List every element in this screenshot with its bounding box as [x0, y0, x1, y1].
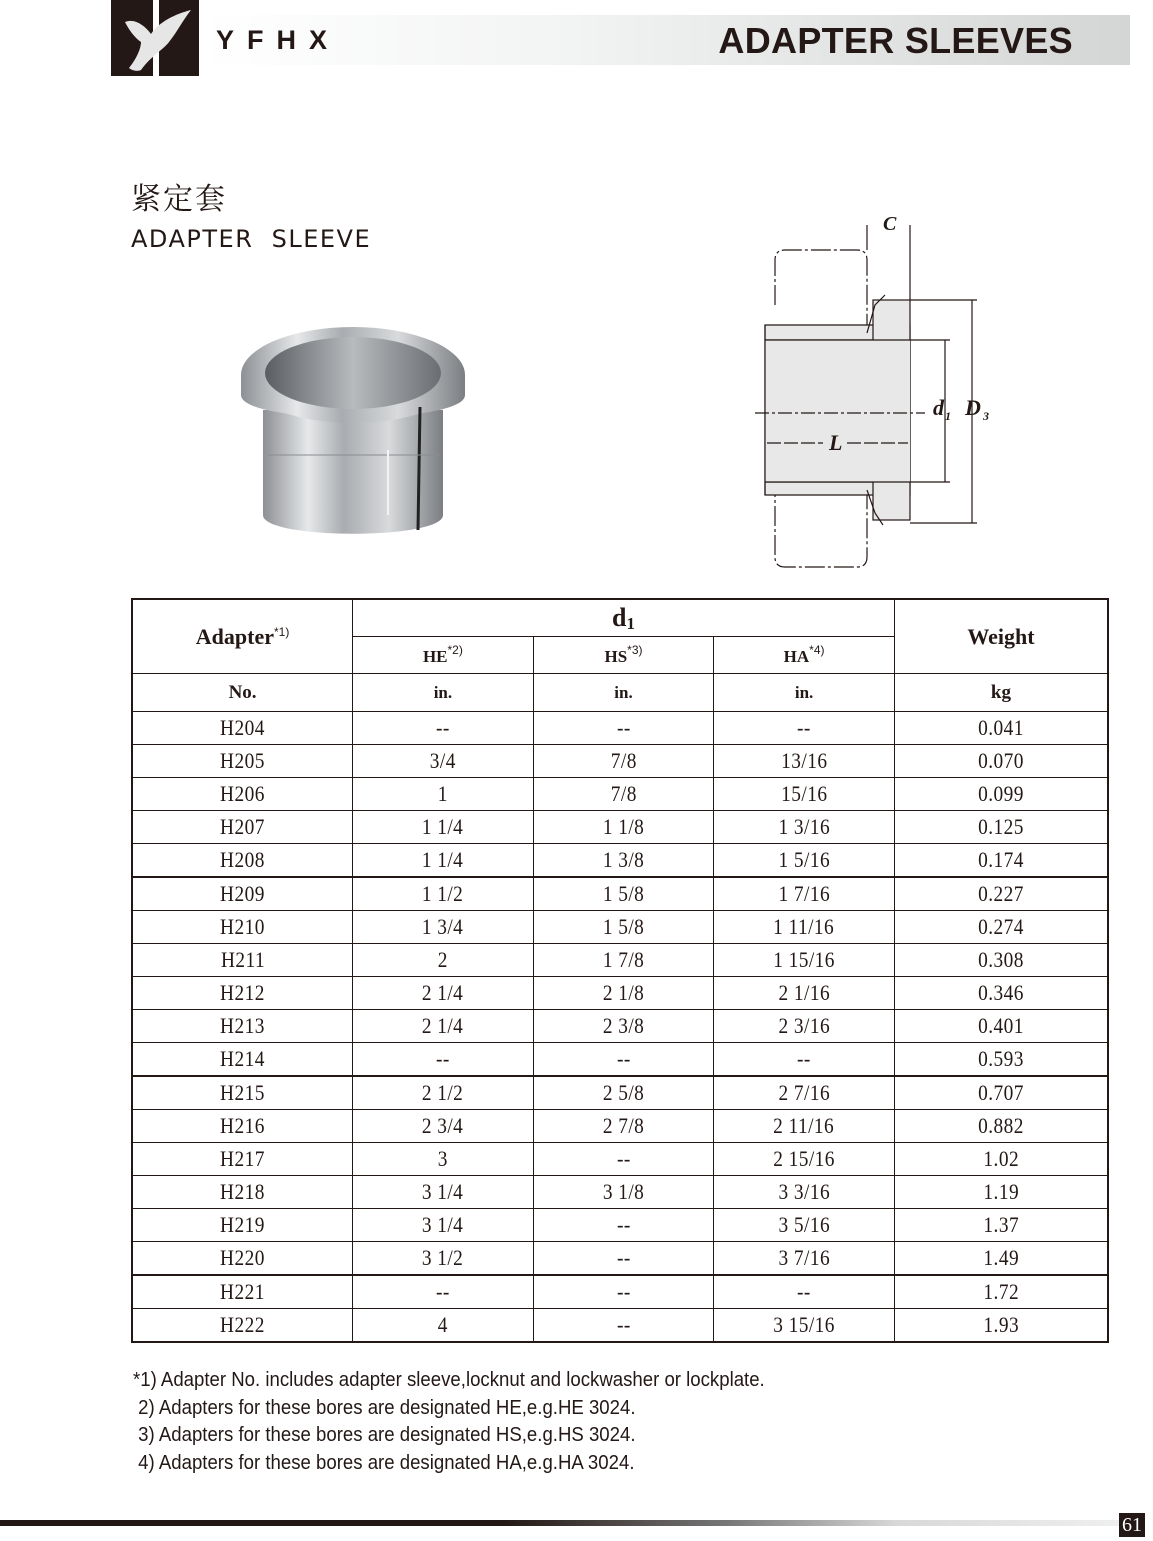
cell-he	[353, 844, 534, 878]
cell-weight-text: 0.070	[978, 748, 1024, 773]
cell-he-text: --	[436, 715, 450, 740]
cell-weight	[894, 1076, 1108, 1110]
cell-he	[353, 1242, 534, 1276]
cell-ha-text: 2 1/16	[778, 980, 830, 1005]
cell-he	[353, 745, 534, 778]
yfhx-logo	[111, 0, 199, 76]
cell-hs-text: 7/8	[610, 748, 637, 773]
cell-no	[132, 1309, 353, 1343]
cell-hs-text: 2 3/8	[602, 1013, 645, 1038]
cell-hs	[533, 745, 714, 778]
cell-ha-text: 3 7/16	[778, 1245, 830, 1270]
cell-no-text: H205	[220, 748, 265, 773]
cell-hs-text: --	[616, 1312, 631, 1337]
cell-weight-text: 0.174	[978, 847, 1024, 872]
cell-hs-text: --	[616, 715, 631, 740]
cell-ha	[714, 977, 895, 1010]
cell-he	[353, 1309, 534, 1343]
cell-he	[353, 877, 534, 911]
cell-ha	[714, 1143, 895, 1176]
brand-name: YFHX	[216, 25, 341, 55]
cell-hs-text: 1 7/8	[602, 947, 645, 972]
cell-no	[132, 712, 353, 745]
cell-no-text: H206	[220, 781, 265, 806]
cell-weight-text: 0.401	[978, 1013, 1024, 1038]
footnote-3: 3) Adapters for these bores are designated HS,e.g.HS 3024.	[133, 1424, 636, 1446]
header-weight: Weight	[894, 599, 1108, 674]
cell-hs	[533, 1076, 714, 1110]
cell-no	[132, 877, 353, 911]
cell-he-text: 3 1/4	[422, 1212, 464, 1237]
cell-hs-text: 1 3/8	[602, 847, 645, 872]
label-c: C	[883, 213, 897, 235]
cell-no	[132, 911, 353, 944]
cell-he	[353, 811, 534, 844]
table-row	[132, 1043, 1108, 1077]
cell-no	[132, 1242, 353, 1276]
cell-ha-text: 2 3/16	[778, 1013, 830, 1038]
cell-he-text: 2	[437, 947, 448, 972]
cell-ha	[714, 745, 895, 778]
cell-weight-text: 0.099	[978, 781, 1024, 806]
cell-he-text: 1 1/4	[422, 814, 464, 839]
cell-hs-text: 2 1/8	[602, 980, 645, 1005]
cell-no-text: H212	[220, 980, 265, 1005]
header-hs: HS$^{*3)}$	[533, 637, 714, 674]
footnote-2: 2) Adapters for these bores are designated HE,e.g.HE 3024.	[133, 1396, 636, 1419]
cell-no-text: H215	[220, 1080, 265, 1105]
cell-ha-text: --	[797, 1046, 811, 1071]
cell-he-text: 2 3/4	[422, 1113, 464, 1138]
cell-hs-text: --	[616, 1245, 631, 1270]
cell-no-text: H210	[220, 914, 265, 939]
cell-weight-text: 1.93	[983, 1312, 1019, 1337]
cell-no-text: H218	[220, 1179, 265, 1204]
cell-hs	[533, 1010, 714, 1043]
cell-weight-text: 0.308	[978, 947, 1024, 972]
cell-no-text: H213	[220, 1013, 265, 1038]
cell-ha-text: 3 5/16	[778, 1212, 830, 1237]
unit-weight: kg	[894, 674, 1108, 712]
cell-hs	[533, 712, 714, 745]
cell-ha	[714, 1209, 895, 1242]
cell-weight-text: 1.37	[983, 1212, 1019, 1237]
cell-weight-text: 0.041	[978, 715, 1024, 740]
cell-hs	[533, 778, 714, 811]
cell-he	[353, 712, 534, 745]
cell-hs-text: 3 1/8	[602, 1179, 645, 1204]
cell-he-text: 3 1/4	[422, 1179, 464, 1204]
cell-ha	[714, 1275, 895, 1309]
cell-ha	[714, 1010, 895, 1043]
cell-weight	[894, 977, 1108, 1010]
cell-ha-text: 1 15/16	[773, 947, 835, 972]
cell-weight	[894, 1143, 1108, 1176]
table-row	[132, 1176, 1108, 1209]
footnotes	[133, 1367, 812, 1477]
label-d1: d	[933, 395, 944, 420]
cell-weight	[894, 712, 1108, 745]
cell-no	[132, 778, 353, 811]
cell-weight	[894, 911, 1108, 944]
unit-hs: in.	[533, 674, 714, 712]
table-row	[132, 712, 1108, 745]
cell-weight	[894, 1309, 1108, 1343]
cell-he	[353, 1275, 534, 1309]
table-row	[132, 844, 1108, 878]
table-row	[132, 911, 1108, 944]
cell-no-text: H204	[220, 715, 265, 740]
table-row	[132, 877, 1108, 911]
footnote-1: *1) Adapter No. includes adapter sleeve,locknut and lockwasher or lockplate.	[133, 1369, 765, 1391]
cell-he	[353, 1209, 534, 1242]
cell-ha	[714, 778, 895, 811]
cell-he-text: 1 1/4	[422, 847, 464, 872]
table-row	[132, 1309, 1108, 1343]
cell-weight	[894, 844, 1108, 878]
header-no: No.	[132, 674, 353, 712]
cell-he-text: 2 1/4	[422, 980, 464, 1005]
unit-ha: in.	[714, 674, 895, 712]
cell-ha-text: 2 15/16	[773, 1146, 835, 1171]
cell-ha	[714, 944, 895, 977]
header-he: HE$^{*2)}$	[353, 637, 534, 674]
cell-hs	[533, 944, 714, 977]
cell-he-text: 1	[437, 781, 448, 806]
cell-weight-text: 0.882	[978, 1113, 1024, 1138]
cell-weight	[894, 1275, 1108, 1309]
cell-no-text: H209	[220, 881, 265, 906]
cell-weight-text: 1.49	[983, 1245, 1019, 1270]
table-row	[132, 1110, 1108, 1143]
cell-ha	[714, 1076, 895, 1110]
cell-no-text: H217	[220, 1146, 265, 1171]
cell-ha	[714, 844, 895, 878]
cell-hs	[533, 844, 714, 878]
spec-table	[131, 598, 1109, 1343]
cell-no	[132, 1143, 353, 1176]
cell-weight-text: 0.707	[978, 1080, 1024, 1105]
cell-hs-text: 1 5/8	[602, 881, 645, 906]
table-row	[132, 944, 1108, 977]
cell-hs	[533, 1275, 714, 1309]
cell-weight-text: 0.125	[978, 814, 1024, 839]
cell-hs	[533, 877, 714, 911]
table-row	[132, 1143, 1108, 1176]
cell-ha-text: --	[797, 715, 811, 740]
label-d1-sub: 1	[945, 409, 951, 423]
cell-weight-text: 0.346	[978, 980, 1024, 1005]
cell-weight	[894, 877, 1108, 911]
cell-weight	[894, 1242, 1108, 1276]
cell-no	[132, 1275, 353, 1309]
cell-no	[132, 977, 353, 1010]
cell-no	[132, 844, 353, 878]
label-l: L	[829, 430, 843, 455]
cell-hs	[533, 1110, 714, 1143]
cell-weight	[894, 1209, 1108, 1242]
cell-hs	[533, 1209, 714, 1242]
table-row	[132, 977, 1108, 1010]
cell-hs	[533, 977, 714, 1010]
product-title-cn: 紧定套	[131, 182, 227, 217]
cell-ha	[714, 1043, 895, 1077]
unit-he: in.	[353, 674, 534, 712]
cell-ha-text: 2 7/16	[778, 1080, 830, 1105]
cell-he	[353, 1176, 534, 1209]
cell-hs-text: 1 5/8	[602, 914, 645, 939]
cell-he	[353, 977, 534, 1010]
cell-ha-text: 13/16	[780, 748, 828, 773]
cell-ha	[714, 1110, 895, 1143]
cell-ha-text: 2 11/16	[773, 1113, 835, 1138]
cell-weight	[894, 1043, 1108, 1077]
header-adapter: Adapter$^{*1)}$	[132, 599, 353, 674]
cell-hs	[533, 911, 714, 944]
cell-weight	[894, 811, 1108, 844]
cell-ha-text: 1 11/16	[773, 914, 835, 939]
cell-no-text: H211	[220, 947, 265, 972]
cell-weight	[894, 1110, 1108, 1143]
cell-he	[353, 1143, 534, 1176]
header-ha: HA$^{*4)}$	[714, 637, 895, 674]
cell-no-text: H216	[220, 1113, 265, 1138]
technical-drawing	[745, 205, 1005, 580]
cell-weight	[894, 1176, 1108, 1209]
cell-ha-text: 1 5/16	[778, 847, 830, 872]
cell-ha-text: 1 3/16	[778, 814, 830, 839]
cell-ha-text: --	[797, 1279, 811, 1304]
label-d3: D	[965, 395, 981, 420]
table-row	[132, 1010, 1108, 1043]
cell-no	[132, 1176, 353, 1209]
cell-no-text: H219	[220, 1212, 265, 1237]
cell-weight-text: 1.19	[983, 1179, 1019, 1204]
cell-weight-text: 0.593	[978, 1046, 1024, 1071]
cell-hs-text: --	[616, 1146, 631, 1171]
cell-he-text: 2 1/2	[422, 1080, 464, 1105]
cell-ha	[714, 811, 895, 844]
footnote-4: 4) Adapters for these bores are designated HA,e.g.HA 3024.	[133, 1451, 635, 1474]
cell-weight-text: 1.72	[983, 1279, 1019, 1304]
cell-ha	[714, 712, 895, 745]
cell-he-text: 3/4	[429, 748, 456, 773]
header-d1: $d_1$	[353, 599, 895, 637]
cell-he-text: 3 1/2	[422, 1245, 464, 1270]
cell-weight	[894, 1010, 1108, 1043]
cell-hs	[533, 1176, 714, 1209]
cell-he-text: 1 1/2	[422, 881, 464, 906]
cell-he-text: 1 3/4	[422, 914, 464, 939]
cell-weight	[894, 778, 1108, 811]
cell-hs-text: 1 1/8	[602, 814, 645, 839]
cell-weight	[894, 745, 1108, 778]
cell-no-text: H208	[220, 847, 265, 872]
cell-hs-text: 2 5/8	[602, 1080, 645, 1105]
cell-ha	[714, 1309, 895, 1343]
cell-hs-text: --	[616, 1046, 631, 1071]
cell-he-text: 3	[437, 1146, 448, 1171]
cell-weight-text: 0.227	[978, 881, 1024, 906]
table-row	[132, 1275, 1108, 1309]
cell-ha-text: 3 3/16	[778, 1179, 830, 1204]
cell-hs	[533, 1143, 714, 1176]
table-row	[132, 1242, 1108, 1276]
cell-no	[132, 1076, 353, 1110]
cell-he	[353, 944, 534, 977]
cell-he-text: --	[436, 1279, 450, 1304]
cell-no-text: H207	[220, 814, 265, 839]
label-d3-sub: 3	[983, 409, 989, 423]
cell-he	[353, 1110, 534, 1143]
cell-no	[132, 1043, 353, 1077]
cell-no-text: H220	[220, 1245, 265, 1270]
cell-no	[132, 811, 353, 844]
cell-weight-text: 0.274	[978, 914, 1024, 939]
cell-ha-text: 15/16	[780, 781, 828, 806]
cell-hs-text: --	[616, 1279, 631, 1304]
cell-he	[353, 911, 534, 944]
cell-no	[132, 1110, 353, 1143]
section-title: ADAPTER SLEEVES	[718, 20, 1073, 61]
product-title-en: ADAPTER SLEEVE	[131, 225, 372, 253]
cell-no-text: H214	[220, 1046, 265, 1071]
cell-no	[132, 944, 353, 977]
table-row	[132, 811, 1108, 844]
table-row	[132, 1209, 1108, 1242]
cell-hs-text: 7/8	[610, 781, 637, 806]
cell-hs-text: --	[616, 1212, 631, 1237]
cell-he	[353, 1010, 534, 1043]
cell-hs	[533, 1309, 714, 1343]
cell-ha-text: 1 7/16	[778, 881, 830, 906]
cell-ha	[714, 1176, 895, 1209]
cell-weight-text: 1.02	[983, 1146, 1019, 1171]
cell-ha	[714, 877, 895, 911]
table-row	[132, 778, 1108, 811]
cell-ha	[714, 1242, 895, 1276]
cell-no	[132, 1209, 353, 1242]
cell-he	[353, 1043, 534, 1077]
cell-he-text: --	[436, 1046, 450, 1071]
cell-no-text: H222	[220, 1312, 265, 1337]
cell-he	[353, 1076, 534, 1110]
cell-hs-text: 2 7/8	[602, 1113, 645, 1138]
table-row	[132, 1076, 1108, 1110]
cell-he-text: 2 1/4	[422, 1013, 464, 1038]
page-number: 61	[1119, 1513, 1145, 1537]
cell-he	[353, 778, 534, 811]
cell-no	[132, 745, 353, 778]
cell-hs	[533, 811, 714, 844]
cell-he-text: 4	[437, 1312, 448, 1337]
cell-no	[132, 1010, 353, 1043]
cell-weight	[894, 944, 1108, 977]
cell-no-text: H221	[220, 1279, 265, 1304]
footer-rule	[0, 1520, 1120, 1526]
table-row	[132, 745, 1108, 778]
cell-hs	[533, 1242, 714, 1276]
adapter-sleeve-photo	[228, 315, 478, 545]
cell-hs	[533, 1043, 714, 1077]
cell-ha	[714, 911, 895, 944]
cell-ha-text: 3 15/16	[773, 1312, 835, 1337]
